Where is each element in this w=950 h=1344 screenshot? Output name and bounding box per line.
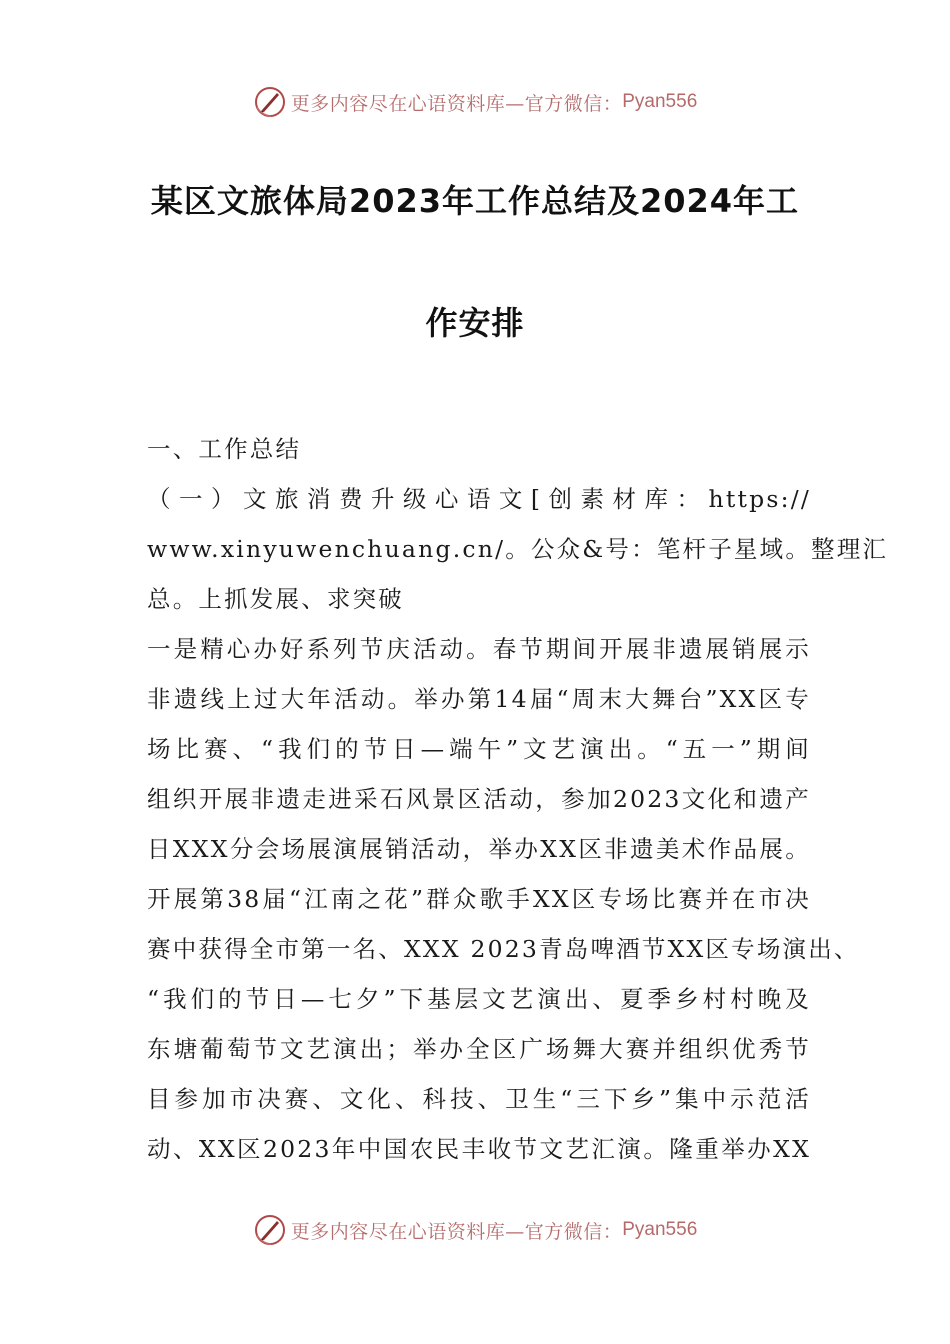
paragraph-line: 组织开展非遗走进采石风景区活动，参加2023文化和遗产: [147, 785, 811, 813]
banner-text: 更多内容尽在心语资料库—官方微信：: [290, 92, 623, 115]
paragraph-line: 东塘葡萄节文艺演出；举办全区广场舞大赛并组织优秀节: [147, 1035, 811, 1063]
paragraph-line: 一是精心办好系列节庆活动。春节期间开展非遗展销展示: [147, 635, 811, 663]
quill-logo-icon: [253, 85, 287, 119]
banner-wechat-id: Pyan556: [622, 91, 698, 112]
paragraph-line: 日XXX分会场展演展销活动，举办XX区非遗美术作品展。: [147, 835, 811, 863]
banner-wechat-id: Pyan556: [622, 1219, 698, 1240]
paragraph-line: 赛中获得全市第一名、XXX 2023青岛啤酒节XX区专场演出、: [147, 935, 860, 963]
paragraph-line: “我们的节日—七夕”下基层文艺演出、夏季乡村村晚及: [147, 985, 811, 1013]
document-title-line-1: 某区文旅体局2023年工作总结及2024年工: [150, 182, 800, 220]
paragraph-line: 目参加市决赛、文化、科技、卫生“三下乡”集中示范活: [147, 1085, 811, 1113]
banner-text: 更多内容尽在心语资料库—官方微信：: [290, 1220, 623, 1243]
paragraph-line: （一）文旅消费升级心语文[创素材库：https://: [147, 485, 811, 513]
header-watermark-banner: [0, 82, 950, 122]
paragraph-line: 非遗线上过大年活动。举办第14届“周末大舞台”XX区专: [147, 685, 811, 713]
paragraph-line: 开展第38届“江南之花”群众歌手XX区专场比赛并在市决: [147, 885, 811, 913]
document-title-line-2: 作安排: [425, 304, 525, 342]
paragraph-line: 总。上抓发展、求突破: [147, 585, 404, 613]
paragraph-line: www.xinyuwenchuang.cn/。公众&号：笔杆子星域。整理汇: [147, 535, 889, 563]
paragraph-line: 场比赛、“我们的节日—端午”文艺演出。“五一”期间: [147, 735, 811, 763]
footer-watermark-banner: [0, 1210, 950, 1250]
paragraph-line: 动、XX区2023年中国农民丰收节文艺汇演。隆重举办XX: [147, 1135, 811, 1163]
quill-logo-icon: [253, 1213, 287, 1247]
section-heading: 一、工作总结: [147, 435, 302, 463]
